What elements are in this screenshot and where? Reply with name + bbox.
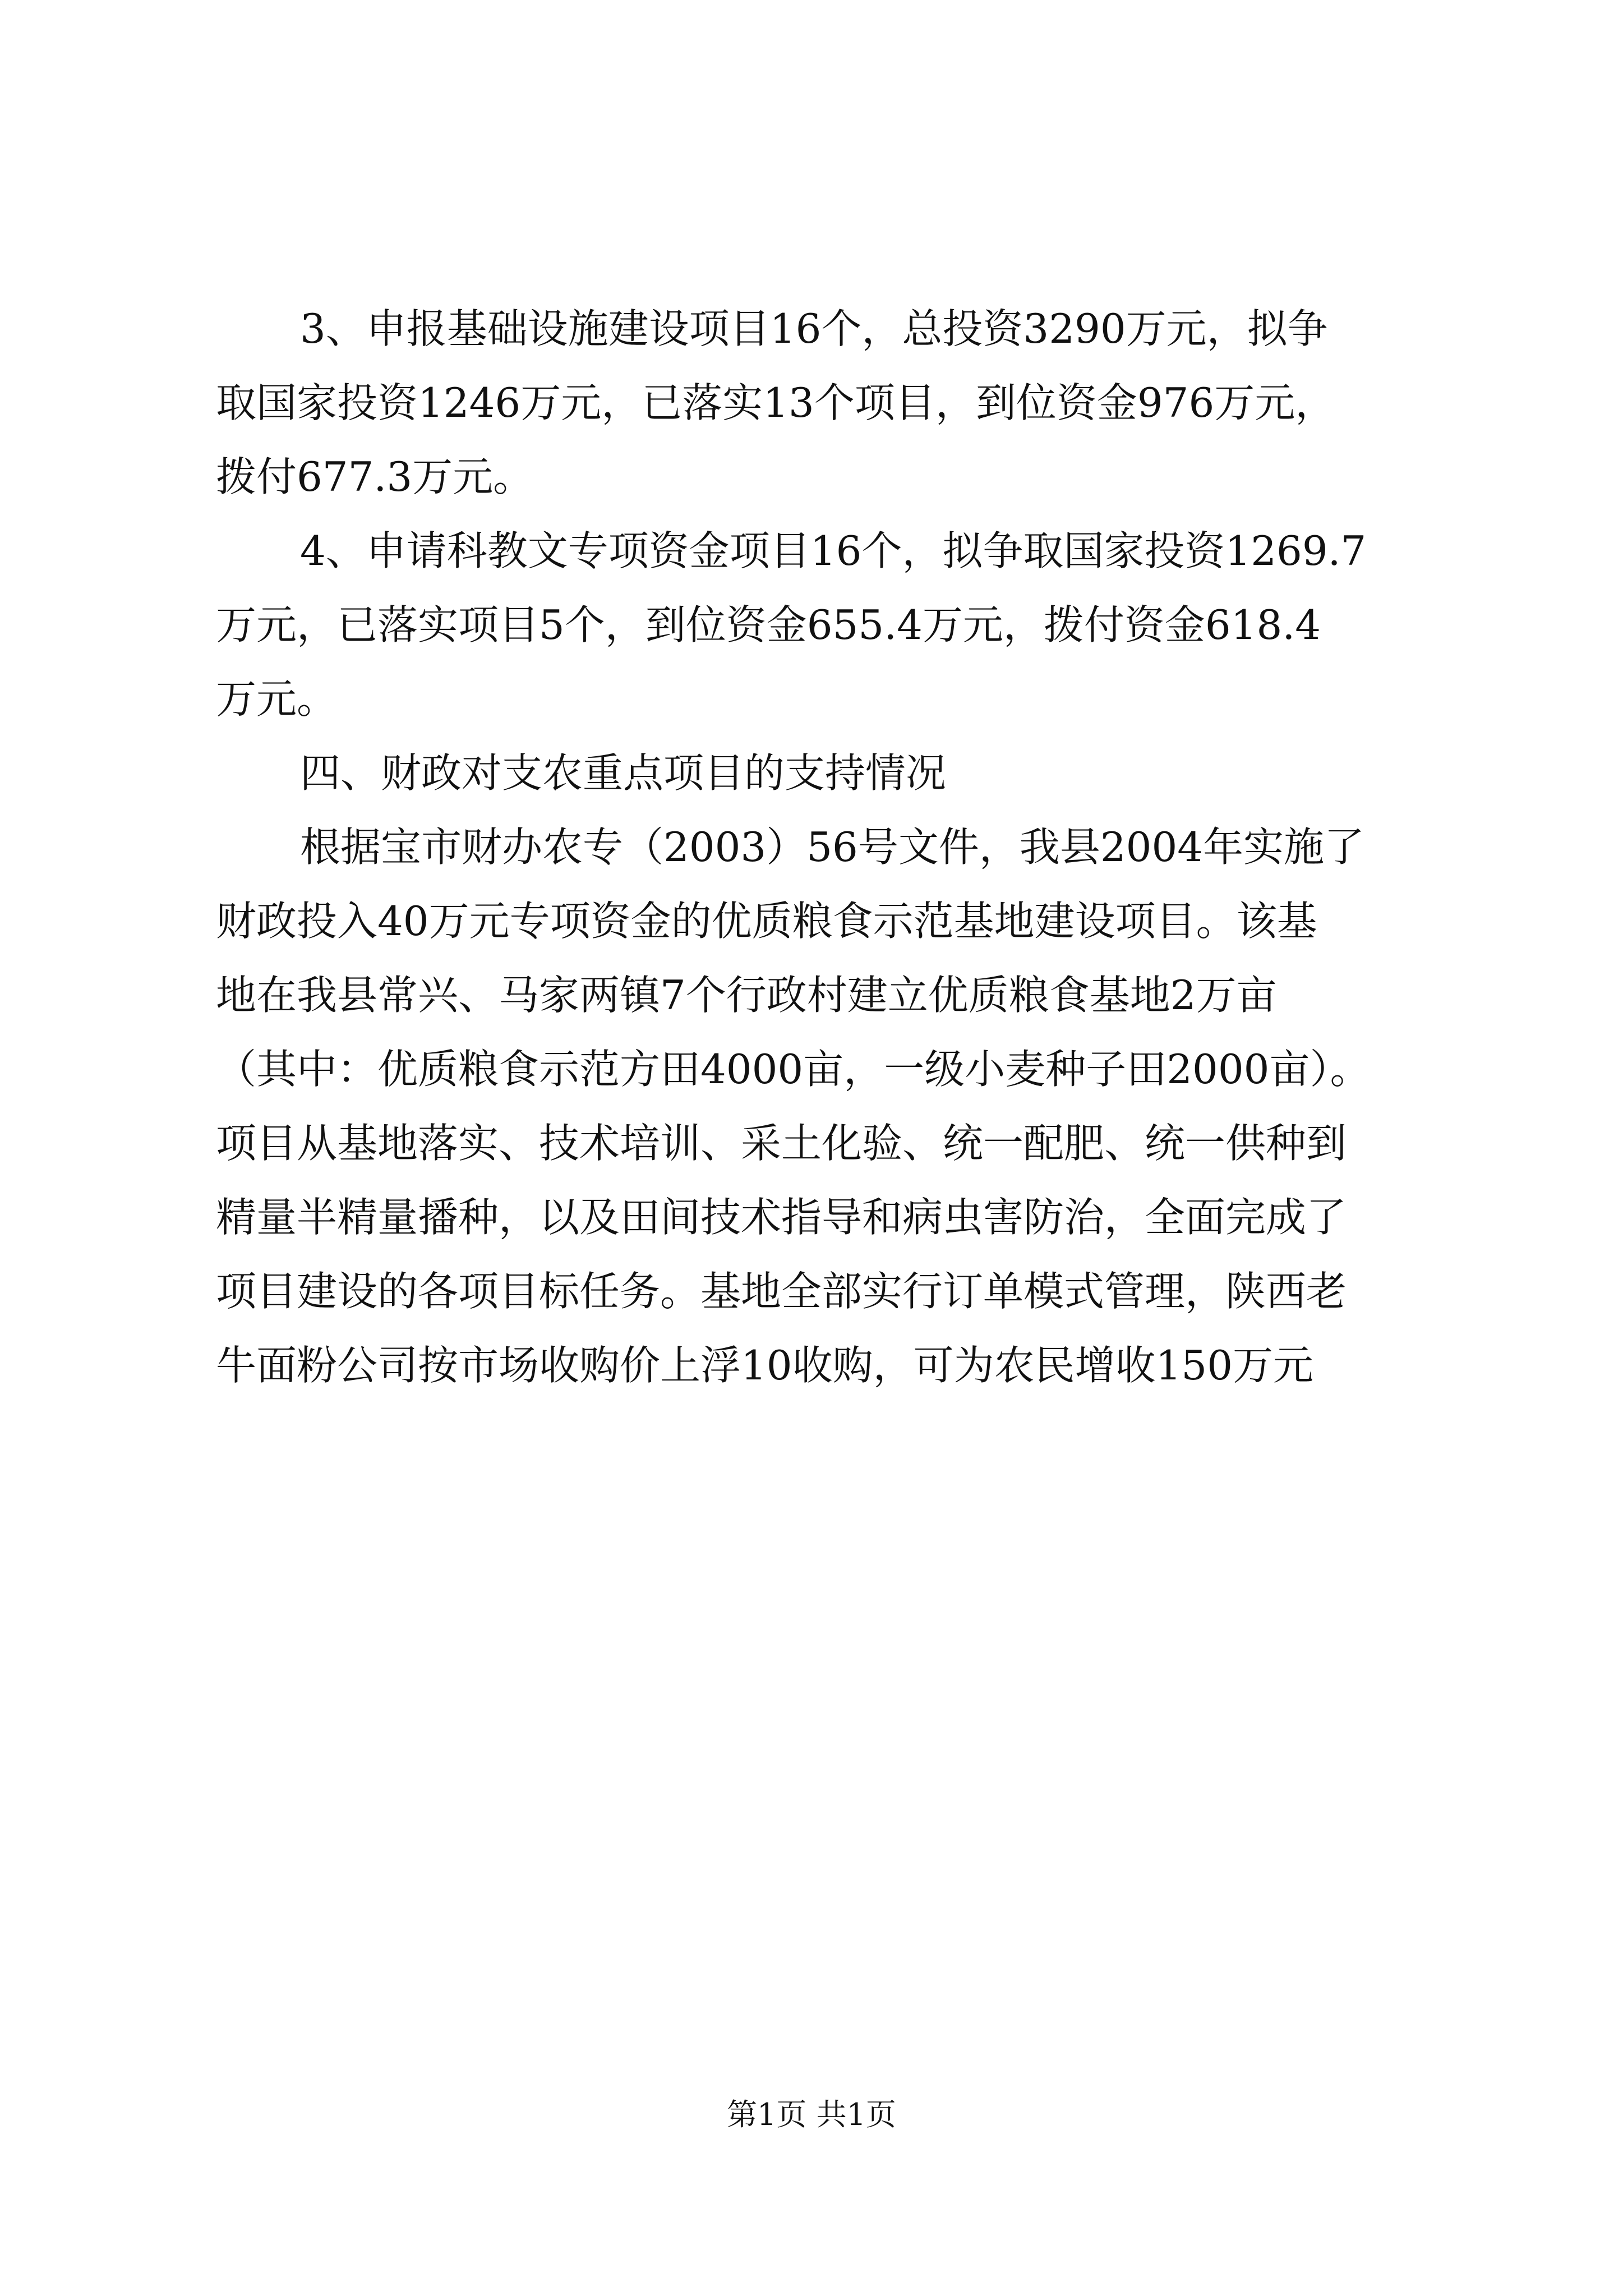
text-line: 万元，已落实项目5个，到位资金655.4万元，拨付资金618.4 (216, 601, 1321, 648)
text-line: 3、申报基础设施建设项目16个，总投资3290万元，拟争 (300, 305, 1328, 352)
document-body (216, 292, 1422, 1402)
heading-line: 四、财政对支农重点项目的支持情况 (300, 749, 947, 797)
text-line: 拨付677.3万元。 (216, 453, 534, 500)
text-line: 精量半精量播种，以及田间技术指导和病虫害防治，全面完成了 (216, 1194, 1347, 1241)
text-line: （其中：优质粮食示范方田4000亩，一级小麦种子田2000亩）。 (216, 1046, 1371, 1093)
paragraph-body (216, 810, 1422, 1402)
section-heading (216, 736, 1422, 810)
text-line: 取国家投资1246万元，已落实13个项目，到位资金976万元， (216, 379, 1336, 426)
text-line: 地在我县常兴、马家两镇7个行政村建立优质粮食基地2万亩 (216, 972, 1277, 1019)
text-line: 项目从基地落实、技术培训、采土化验、统一配肥、统一供种到 (216, 1120, 1347, 1167)
text-line: 万元。 (216, 675, 338, 723)
text-line: 财政投入40万元专项资金的优质粮食示范基地建设项目。该基 (216, 898, 1317, 945)
text-line: 项目建设的各项目标任务。基地全部实行订单模式管理，陕西老 (216, 1268, 1347, 1315)
page-footer: 第1页 共1页 (727, 2097, 896, 2132)
paragraph-3 (216, 292, 1422, 514)
text-line: 4、申请科教文专项资金项目16个，拟争取国家投资1269.7 (300, 527, 1367, 574)
text-line: 根据宝市财办农专（2003）56号文件，我县2004年实施了 (300, 823, 1365, 871)
paragraph-4 (216, 514, 1422, 736)
text-line: 牛面粉公司按市场收购价上浮10收购，可为农民增收150万元 (216, 1342, 1314, 1389)
